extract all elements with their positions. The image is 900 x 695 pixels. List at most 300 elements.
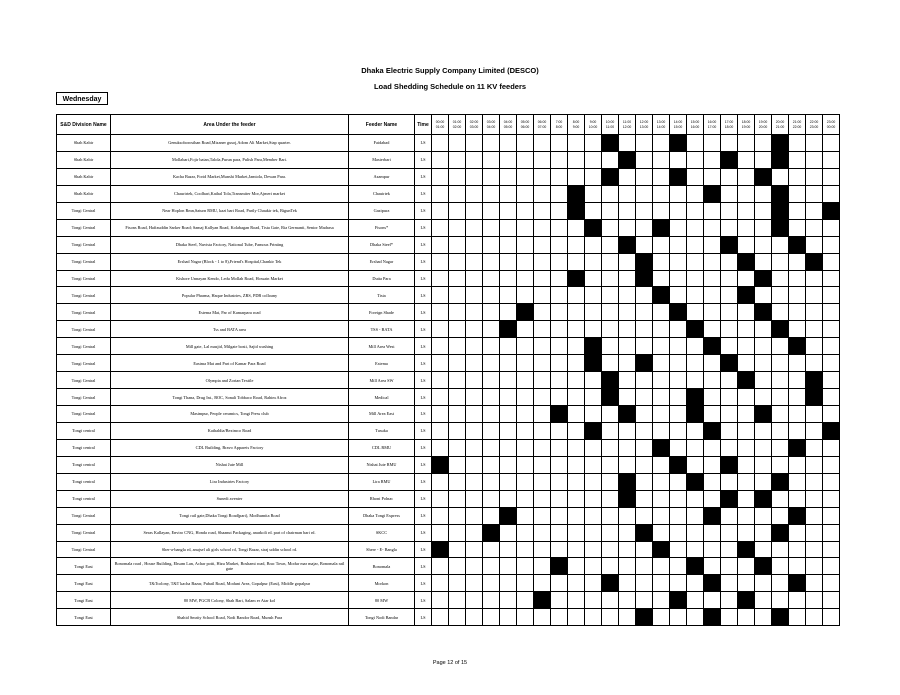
shed-slot-empty <box>738 490 755 507</box>
hour-header: 03:00 04:00 <box>483 115 500 135</box>
area-cell: Estema Mat, Par of Kamarpara road <box>111 304 349 321</box>
shed-slot-empty <box>517 185 534 202</box>
shed-slot-empty <box>806 439 823 456</box>
hour-header: 21:00 22:00 <box>789 115 806 135</box>
shed-slot-empty <box>432 270 449 287</box>
division-cell: Tongi Central <box>57 524 111 541</box>
shed-slot-filled <box>704 609 721 626</box>
shed-slot-empty <box>517 422 534 439</box>
shed-slot-empty <box>568 592 585 609</box>
shed-slot-empty <box>551 185 568 202</box>
shed-slot-empty <box>534 372 551 389</box>
area-cell: Tss and BATA area <box>111 321 349 338</box>
shed-slot-empty <box>687 592 704 609</box>
shed-slot-empty <box>466 236 483 253</box>
shed-slot-empty <box>534 422 551 439</box>
shed-slot-empty <box>772 507 789 524</box>
shed-slot-empty <box>619 372 636 389</box>
shed-slot-empty <box>432 338 449 355</box>
shed-slot-empty <box>466 389 483 406</box>
shed-slot-empty <box>517 270 534 287</box>
shed-slot-empty <box>823 372 840 389</box>
shed-slot-empty <box>466 355 483 372</box>
shed-slot-empty <box>653 321 670 338</box>
shed-slot-empty <box>755 456 772 473</box>
shed-slot-empty <box>755 219 772 236</box>
shed-slot-empty <box>619 253 636 270</box>
feeder-cell: Ershad Nagar <box>349 253 415 270</box>
shed-slot-empty <box>653 524 670 541</box>
hour-header: 23:00 00:00 <box>823 115 840 135</box>
division-cell: Tongi Central <box>57 202 111 219</box>
shed-slot-empty <box>636 558 653 575</box>
time-cell: LS <box>415 253 432 270</box>
shed-slot-empty <box>449 270 466 287</box>
shed-slot-empty <box>670 389 687 406</box>
shed-slot-empty <box>619 219 636 236</box>
shed-slot-empty <box>738 321 755 338</box>
shed-slot-filled <box>823 202 840 219</box>
shed-slot-filled <box>602 372 619 389</box>
shed-slot-empty <box>687 287 704 304</box>
shed-slot-empty <box>653 575 670 592</box>
shed-slot-empty <box>619 389 636 406</box>
shed-slot-filled <box>738 372 755 389</box>
shed-slot-empty <box>568 456 585 473</box>
shed-slot-empty <box>602 609 619 626</box>
shed-slot-empty <box>721 304 738 321</box>
shed-slot-filled <box>772 135 789 152</box>
shed-slot-empty <box>789 389 806 406</box>
shed-slot-empty <box>653 406 670 423</box>
shed-slot-empty <box>789 185 806 202</box>
shed-slot-empty <box>551 168 568 185</box>
shed-slot-empty <box>551 151 568 168</box>
table-row <box>57 253 840 270</box>
shed-slot-empty <box>687 355 704 372</box>
shed-slot-empty <box>704 439 721 456</box>
shed-slot-empty <box>432 219 449 236</box>
area-cell: Lira Industries Factory <box>111 473 349 490</box>
shed-slot-empty <box>602 422 619 439</box>
division-cell: Tongi Central <box>57 338 111 355</box>
shed-slot-empty <box>483 185 500 202</box>
shed-slot-empty <box>653 270 670 287</box>
shed-slot-empty <box>568 389 585 406</box>
shed-slot-empty <box>653 490 670 507</box>
area-cell: Mill gate, Lal masjid, Milgate bosti, Sajid washing <box>111 338 349 355</box>
shed-slot-filled <box>432 456 449 473</box>
shed-slot-filled <box>772 219 789 236</box>
shed-slot-empty <box>551 422 568 439</box>
shed-slot-empty <box>449 253 466 270</box>
shed-slot-empty <box>602 151 619 168</box>
shed-slot-empty <box>687 270 704 287</box>
shed-slot-empty <box>449 338 466 355</box>
shed-slot-empty <box>466 507 483 524</box>
shed-slot-empty <box>534 406 551 423</box>
shed-slot-empty <box>687 575 704 592</box>
hour-header: 16:00 17:00 <box>704 115 721 135</box>
time-cell: LS <box>415 135 432 152</box>
shed-slot-empty <box>755 253 772 270</box>
shed-slot-empty <box>687 507 704 524</box>
shed-slot-empty <box>449 575 466 592</box>
shed-slot-empty <box>755 372 772 389</box>
shed-slot-empty <box>670 372 687 389</box>
hour-header: 17:00 18:00 <box>721 115 738 135</box>
shed-slot-empty <box>551 338 568 355</box>
shed-slot-empty <box>670 253 687 270</box>
shed-slot-empty <box>704 168 721 185</box>
shed-slot-empty <box>636 439 653 456</box>
shed-slot-empty <box>551 304 568 321</box>
table-row <box>57 168 840 185</box>
area-cell: Chaurirtek, Coolbari,Kathal Tola,Transmiter Mor,Ajmeri market <box>111 185 349 202</box>
shed-slot-filled <box>738 541 755 558</box>
shed-slot-empty <box>687 236 704 253</box>
shed-slot-empty <box>806 202 823 219</box>
shed-slot-empty <box>806 473 823 490</box>
hour-header: 06:00 07:00 <box>534 115 551 135</box>
shed-slot-empty <box>806 151 823 168</box>
shed-slot-empty <box>755 355 772 372</box>
shed-slot-filled <box>636 355 653 372</box>
shed-slot-filled <box>772 524 789 541</box>
area-cell: Tongi rail gate,Dhaka Tongi Road(part), Modhumita Road <box>111 507 349 524</box>
shed-slot-filled <box>568 202 585 219</box>
shed-slot-empty <box>432 575 449 592</box>
feeder-cell: Foreign Shade <box>349 304 415 321</box>
shed-slot-empty <box>483 473 500 490</box>
shed-slot-empty <box>789 372 806 389</box>
shed-slot-empty <box>449 151 466 168</box>
hour-header: 7:00 8:00 <box>551 115 568 135</box>
shed-slot-empty <box>772 304 789 321</box>
shed-slot-empty <box>500 270 517 287</box>
shed-slot-empty <box>466 609 483 626</box>
shed-slot-empty <box>551 541 568 558</box>
shed-slot-empty <box>738 202 755 219</box>
shed-slot-filled <box>653 439 670 456</box>
shed-slot-empty <box>738 219 755 236</box>
shed-slot-filled <box>721 456 738 473</box>
shed-slot-filled <box>738 253 755 270</box>
shed-slot-empty <box>636 219 653 236</box>
shed-slot-empty <box>755 135 772 152</box>
shed-slot-empty <box>653 389 670 406</box>
shed-slot-empty <box>704 406 721 423</box>
shed-slot-empty <box>500 185 517 202</box>
shed-slot-empty <box>483 406 500 423</box>
shed-slot-empty <box>704 151 721 168</box>
shed-slot-empty <box>602 355 619 372</box>
shed-slot-empty <box>670 422 687 439</box>
shed-slot-empty <box>721 321 738 338</box>
shed-slot-empty <box>653 609 670 626</box>
shed-slot-empty <box>738 338 755 355</box>
shed-slot-filled <box>653 541 670 558</box>
hour-header: 14:00 15:00 <box>670 115 687 135</box>
shed-slot-filled <box>806 372 823 389</box>
shed-slot-filled <box>704 507 721 524</box>
shed-slot-empty <box>704 355 721 372</box>
shed-slot-empty <box>585 321 602 338</box>
shed-slot-empty <box>517 524 534 541</box>
shed-slot-empty <box>755 575 772 592</box>
shed-slot-empty <box>517 236 534 253</box>
shed-slot-empty <box>449 490 466 507</box>
shed-slot-empty <box>534 236 551 253</box>
shed-slot-empty <box>483 202 500 219</box>
shed-slot-empty <box>449 406 466 423</box>
table-row <box>57 219 840 236</box>
hour-header: 04:00 05:00 <box>500 115 517 135</box>
shed-slot-empty <box>551 389 568 406</box>
shed-slot-empty <box>636 202 653 219</box>
shed-slot-empty <box>483 422 500 439</box>
shed-slot-empty <box>738 524 755 541</box>
shed-slot-empty <box>789 592 806 609</box>
shed-slot-empty <box>602 236 619 253</box>
shed-slot-empty <box>687 609 704 626</box>
shed-slot-empty <box>619 575 636 592</box>
shed-slot-empty <box>500 253 517 270</box>
shed-slot-empty <box>636 575 653 592</box>
shed-slot-empty <box>568 507 585 524</box>
shed-slot-filled <box>772 473 789 490</box>
shed-slot-empty <box>636 185 653 202</box>
shed-slot-empty <box>551 439 568 456</box>
shed-slot-empty <box>755 236 772 253</box>
shed-slot-empty <box>517 355 534 372</box>
shed-slot-empty <box>551 321 568 338</box>
shed-slot-empty <box>517 287 534 304</box>
shed-slot-empty <box>789 524 806 541</box>
hour-header: 00:00 01:00 <box>432 115 449 135</box>
shed-slot-empty <box>517 609 534 626</box>
shed-slot-filled <box>585 422 602 439</box>
shed-slot-empty <box>551 575 568 592</box>
shed-slot-filled <box>806 389 823 406</box>
shed-slot-empty <box>721 135 738 152</box>
shed-slot-empty <box>806 592 823 609</box>
shed-slot-empty <box>483 507 500 524</box>
shed-slot-empty <box>568 287 585 304</box>
shed-slot-empty <box>704 219 721 236</box>
shed-slot-empty <box>432 321 449 338</box>
area-cell: Seras Kallayan, Enviro CNG, Honda road, Shaanut Packaging, anarkoli rd. part of chairman bari rd. <box>111 524 349 541</box>
page-number: Page 12 of 15 <box>432 660 468 666</box>
shed-slot-empty <box>432 524 449 541</box>
shed-slot-empty <box>636 151 653 168</box>
shed-slot-empty <box>483 270 500 287</box>
shed-slot-empty <box>551 355 568 372</box>
shed-slot-empty <box>619 558 636 575</box>
shed-slot-filled <box>772 609 789 626</box>
shed-slot-empty <box>534 558 551 575</box>
shed-slot-empty <box>449 558 466 575</box>
shed-slot-empty <box>806 168 823 185</box>
shed-slot-empty <box>602 524 619 541</box>
shed-slot-filled <box>670 592 687 609</box>
shed-slot-empty <box>687 185 704 202</box>
schedule-table <box>56 114 840 626</box>
shed-slot-empty <box>585 253 602 270</box>
shed-slot-empty <box>755 338 772 355</box>
shed-slot-filled <box>551 406 568 423</box>
shed-slot-empty <box>704 541 721 558</box>
shed-slot-empty <box>670 575 687 592</box>
shed-slot-filled <box>432 541 449 558</box>
shed-slot-empty <box>670 270 687 287</box>
shed-slot-empty <box>687 202 704 219</box>
shed-slot-empty <box>619 507 636 524</box>
shed-slot-empty <box>466 372 483 389</box>
shed-slot-empty <box>517 202 534 219</box>
shed-slot-filled <box>670 304 687 321</box>
shed-slot-empty <box>534 270 551 287</box>
shed-slot-empty <box>432 168 449 185</box>
shed-slot-empty <box>568 219 585 236</box>
time-cell: LS <box>415 389 432 406</box>
shed-slot-empty <box>483 168 500 185</box>
shed-slot-empty <box>636 507 653 524</box>
shed-slot-filled <box>653 287 670 304</box>
table-row <box>57 456 840 473</box>
shed-slot-empty <box>466 406 483 423</box>
shed-slot-empty <box>721 609 738 626</box>
shed-slot-filled <box>636 524 653 541</box>
feeder-cell: Mill Area West <box>349 338 415 355</box>
shed-slot-empty <box>755 389 772 406</box>
table-row <box>57 389 840 406</box>
shed-slot-empty <box>602 507 619 524</box>
shed-slot-empty <box>653 253 670 270</box>
shed-slot-empty <box>687 253 704 270</box>
shed-slot-empty <box>534 473 551 490</box>
shed-slot-empty <box>534 355 551 372</box>
shed-slot-empty <box>568 558 585 575</box>
shed-slot-empty <box>551 135 568 152</box>
table-row <box>57 439 840 456</box>
shed-slot-empty <box>517 338 534 355</box>
shed-slot-empty <box>789 541 806 558</box>
shed-slot-filled <box>636 253 653 270</box>
day-label: Wednesday <box>56 92 108 105</box>
hour-header: 05:00 06:00 <box>517 115 534 135</box>
shed-slot-filled <box>585 219 602 236</box>
shed-slot-empty <box>483 151 500 168</box>
shed-slot-empty <box>500 389 517 406</box>
shed-slot-empty <box>500 236 517 253</box>
feeder-cell: Tista <box>349 287 415 304</box>
shed-slot-empty <box>534 168 551 185</box>
shed-slot-empty <box>721 202 738 219</box>
shed-slot-empty <box>619 338 636 355</box>
shed-slot-empty <box>500 168 517 185</box>
shed-slot-empty <box>704 304 721 321</box>
time-cell: LS <box>415 507 432 524</box>
area-cell: Masimpur, People ceramics, Tongi Press club <box>111 406 349 423</box>
company-title: Dhaka Electric Supply Company Limited (DESCO) <box>361 66 539 75</box>
area-cell: Near Hoplon Rmn,Saturn RMU, kazi bari Road, Partly Chaukir tek, BigunTek <box>111 202 349 219</box>
shed-slot-empty <box>551 372 568 389</box>
shed-slot-empty <box>500 355 517 372</box>
shed-slot-filled <box>551 558 568 575</box>
shed-slot-empty <box>602 219 619 236</box>
shed-slot-filled <box>755 490 772 507</box>
time-cell: LS <box>415 338 432 355</box>
division-cell: Tongi Central <box>57 389 111 406</box>
hour-header: 10:00 11:00 <box>602 115 619 135</box>
division-cell: Tongi central <box>57 490 111 507</box>
shed-slot-empty <box>806 338 823 355</box>
division-cell: Tongi Central <box>57 236 111 253</box>
shed-slot-empty <box>789 558 806 575</box>
shed-slot-empty <box>534 490 551 507</box>
shed-slot-empty <box>602 541 619 558</box>
feeder-cell: Bonomala <box>349 558 415 575</box>
shed-slot-filled <box>619 473 636 490</box>
division-cell: Tongi East <box>57 575 111 592</box>
shed-slot-empty <box>823 321 840 338</box>
division-cell: Tongi Central <box>57 304 111 321</box>
shed-slot-filled <box>772 202 789 219</box>
shed-slot-empty <box>687 168 704 185</box>
division-cell: Tongi Central <box>57 541 111 558</box>
time-cell: LS <box>415 473 432 490</box>
shed-slot-empty <box>687 338 704 355</box>
shed-slot-empty <box>483 135 500 152</box>
shed-slot-empty <box>738 609 755 626</box>
shed-slot-empty <box>704 253 721 270</box>
shed-slot-empty <box>755 422 772 439</box>
hour-header: 01:00 02:00 <box>449 115 466 135</box>
shed-slot-empty <box>551 609 568 626</box>
shed-slot-empty <box>704 456 721 473</box>
shed-slot-empty <box>517 490 534 507</box>
shed-slot-filled <box>704 575 721 592</box>
shed-slot-empty <box>772 236 789 253</box>
shed-slot-empty <box>670 151 687 168</box>
table-row <box>57 151 840 168</box>
shed-slot-empty <box>755 524 772 541</box>
shed-slot-empty <box>602 558 619 575</box>
table-row <box>57 202 840 219</box>
shed-slot-empty <box>500 287 517 304</box>
area-cell: Tongi Thana, Drug Int., BOC, Sonali Tobbaco Road, Rahim Afroz <box>111 389 349 406</box>
shed-slot-empty <box>568 355 585 372</box>
area-cell: Genuksoborosthan Road,Mizaner gusoj,Adom Ali Market,Stap quarter. <box>111 135 349 152</box>
shed-slot-empty <box>823 558 840 575</box>
shed-slot-empty <box>449 592 466 609</box>
shed-slot-empty <box>755 287 772 304</box>
shed-slot-empty <box>568 490 585 507</box>
shed-slot-empty <box>432 439 449 456</box>
shed-slot-empty <box>704 236 721 253</box>
shed-slot-empty <box>653 304 670 321</box>
division-cell: Tongi Central <box>57 355 111 372</box>
shed-slot-empty <box>721 389 738 406</box>
shed-slot-empty <box>738 151 755 168</box>
shed-slot-empty <box>772 338 789 355</box>
shed-slot-empty <box>483 389 500 406</box>
shed-slot-empty <box>449 236 466 253</box>
shed-slot-filled <box>619 406 636 423</box>
shed-slot-empty <box>602 270 619 287</box>
shed-slot-empty <box>806 355 823 372</box>
